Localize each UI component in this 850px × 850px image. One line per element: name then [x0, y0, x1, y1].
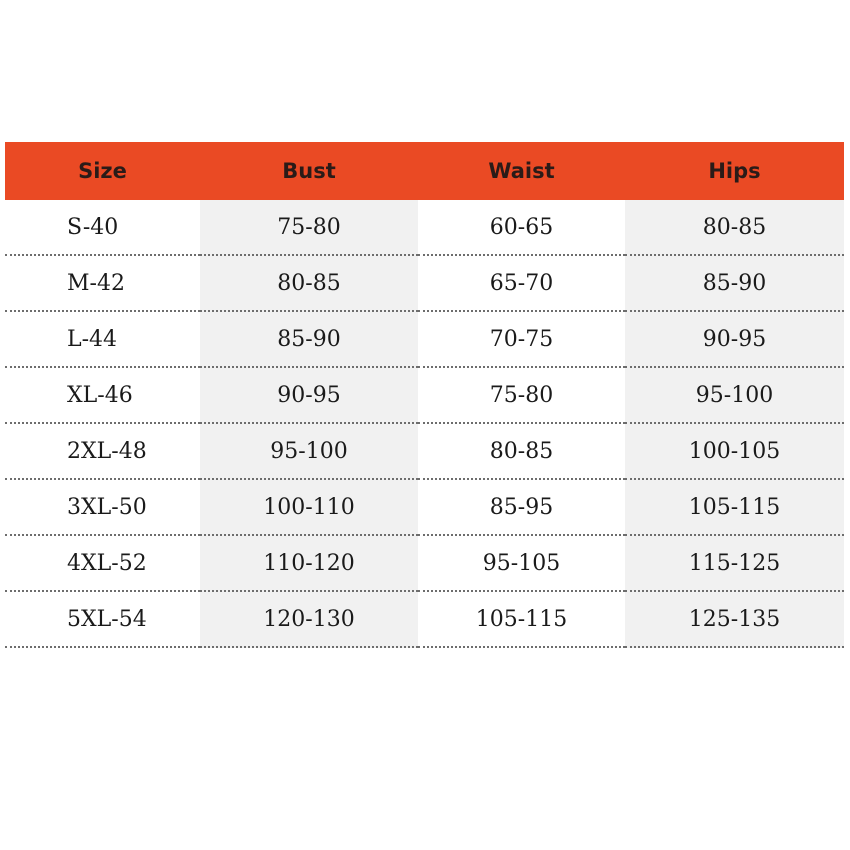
cell-bust: 100-110 [200, 480, 418, 536]
header-hips: Hips [708, 159, 761, 183]
cell-hips: 105-115 [625, 480, 844, 536]
cell-hips: 100-105 [625, 424, 844, 480]
cell-hips: 80-85 [625, 200, 844, 256]
cell-waist: 60-65 [418, 200, 625, 256]
cell-bust: 90-95 [200, 368, 418, 424]
cell-bust: 80-85 [200, 256, 418, 312]
cell-size: 5XL-54 [5, 592, 200, 648]
header-bust: Bust [282, 159, 336, 183]
cell-hips: 95-100 [625, 368, 844, 424]
cell-size: 3XL-50 [5, 480, 200, 536]
cell-waist: 80-85 [418, 424, 625, 480]
size-chart [5, 142, 844, 648]
cell-size: L-44 [5, 312, 200, 368]
cell-hips: 125-135 [625, 592, 844, 648]
cell-bust: 75-80 [200, 200, 418, 256]
cell-size: XL-46 [5, 368, 200, 424]
cell-waist: 70-75 [418, 312, 625, 368]
cell-waist: 75-80 [418, 368, 625, 424]
cell-size: M-42 [5, 256, 200, 312]
cell-hips: 90-95 [625, 312, 844, 368]
cell-bust: 110-120 [200, 536, 418, 592]
cell-size: 2XL-48 [5, 424, 200, 480]
cell-waist: 85-95 [418, 480, 625, 536]
cell-waist: 65-70 [418, 256, 625, 312]
cell-bust: 95-100 [200, 424, 418, 480]
size-chart-body [5, 200, 844, 648]
cell-waist: 105-115 [418, 592, 625, 648]
cell-hips: 115-125 [625, 536, 844, 592]
header-waist: Waist [488, 159, 555, 183]
header-size: Size [78, 159, 127, 183]
cell-size: 4XL-52 [5, 536, 200, 592]
cell-size: S-40 [5, 200, 200, 256]
cell-bust: 85-90 [200, 312, 418, 368]
size-chart-header [5, 142, 844, 200]
cell-waist: 95-105 [418, 536, 625, 592]
cell-bust: 120-130 [200, 592, 418, 648]
cell-hips: 85-90 [625, 256, 844, 312]
